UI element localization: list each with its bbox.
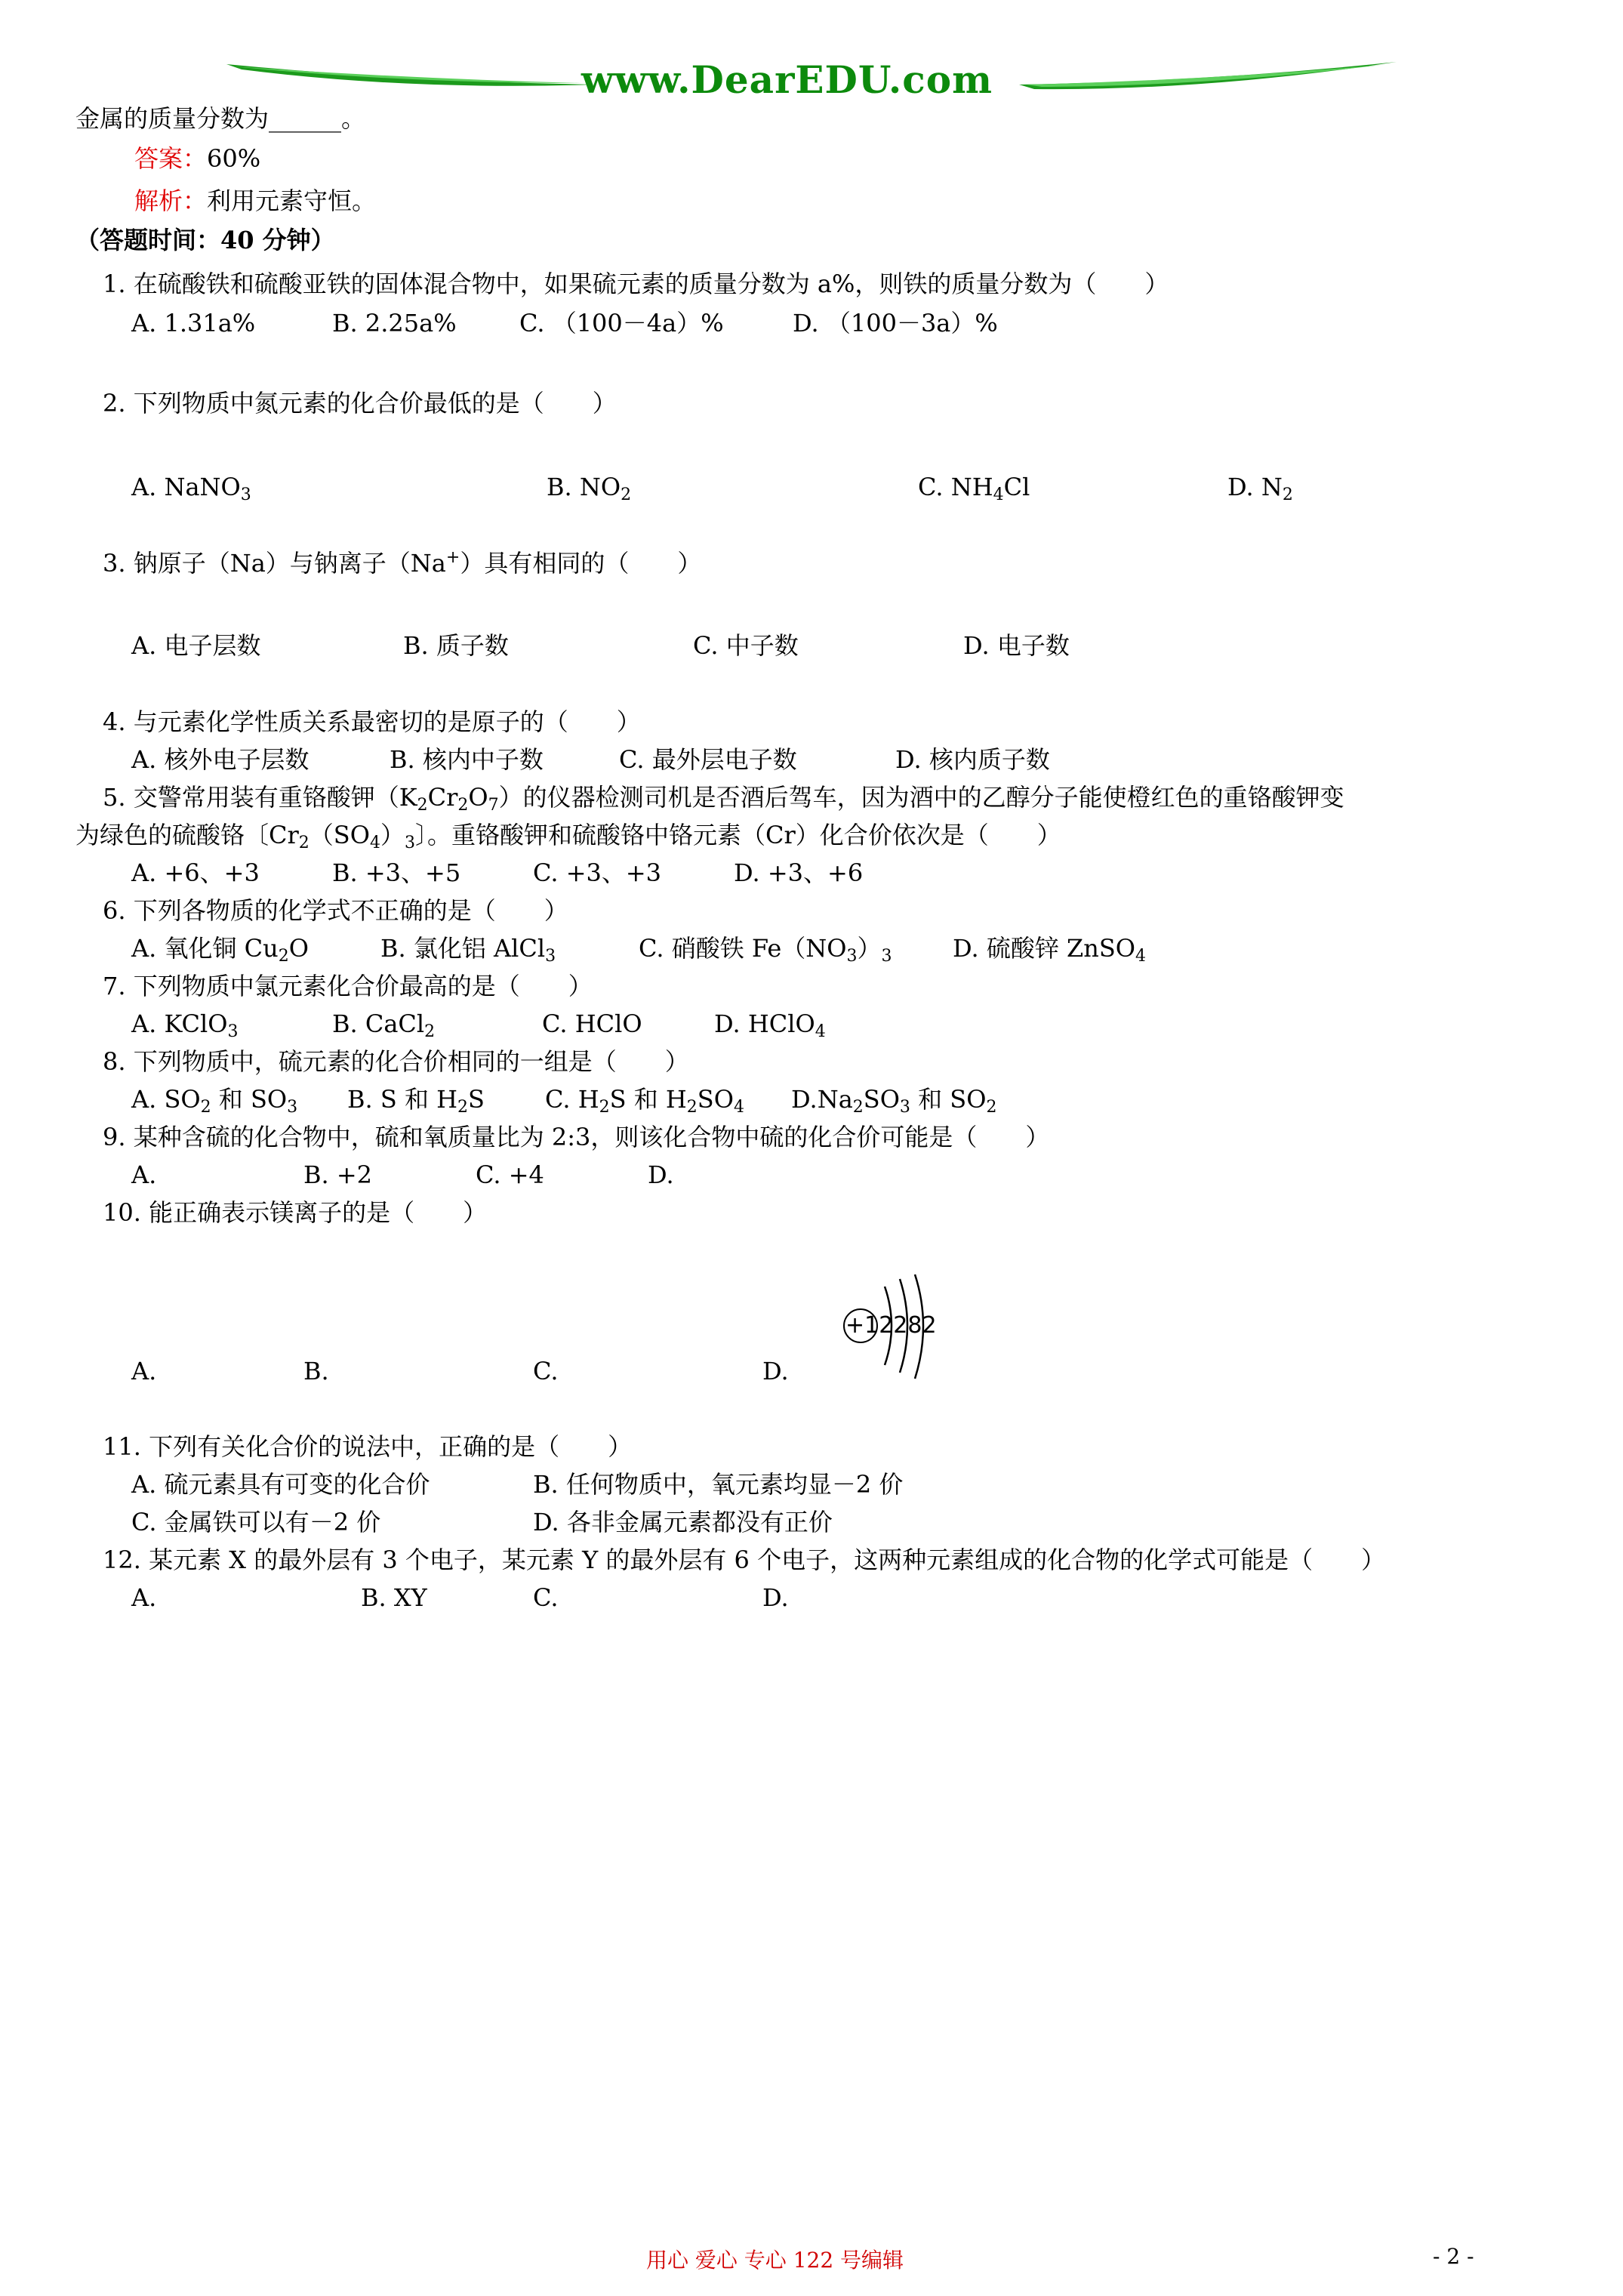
q2-option-b: B. $NO_2$: [547, 473, 632, 504]
q7-option-d: D. HClO$_4$: [714, 1009, 826, 1041]
analysis-label: 解析：: [134, 186, 208, 215]
q11-option-c: C. 金属铁可以有－2 价: [131, 1508, 381, 1536]
q3-option-d: D. 电子数: [963, 631, 1070, 660]
q3-stem: 3. 钠原子（Na）与钠离子（Na+）具有相同的（ ）: [103, 548, 702, 578]
q9-option-d: D.: [648, 1160, 674, 1189]
q6-option-b: B. 氯化铝 AlCl$_3$: [380, 934, 556, 966]
q1-option-b: B. 2.25a%: [332, 309, 457, 337]
q3-option-c: C. 中子数: [693, 631, 799, 660]
q5-stem-line2: 为绿色的硫酸铬〔$Cr_2(SO_4)_3$〕。重铬酸钾和硫酸铬中铬元素（Cr）化合价依次是（ ）: [75, 821, 1061, 852]
q9-option-a: A.: [131, 1160, 157, 1189]
q9-stem: 9. 某种含硫的化合物中，硫和氧质量比为 2:3，则该化合物中硫的化合价可能是（ ）: [103, 1123, 1050, 1151]
q2-stem: 2. 下列物质中氮元素的化合价最低的是（ ）: [103, 389, 617, 418]
q11-option-a: A. 硫元素具有可变的化合价: [131, 1470, 430, 1499]
header-banner: [219, 53, 1404, 106]
q12-option-b: B. XY: [361, 1583, 427, 1612]
time-note: （答题时间：40 分钟）: [75, 226, 335, 254]
q8-option-d: $D.Na_2SO_3$ 和 $SO_2$: [791, 1085, 997, 1117]
q3-option-a: A. 电子层数: [131, 631, 261, 660]
q4-option-c: C. 最外层电子数: [619, 745, 797, 774]
q7-option-c: C. HClO: [542, 1009, 642, 1038]
q11-option-d: D. 各非金属元素都没有正价: [533, 1508, 833, 1536]
q10-option-a: A.: [131, 1357, 157, 1385]
q2-option-d: D. $N_2$: [1227, 473, 1293, 504]
q3-option-b: B. 质子数: [403, 631, 509, 660]
q5-option-c: C. +3、+3: [533, 858, 662, 887]
site-logo-text: www.DearEDU.com: [581, 57, 993, 102]
q5-option-d: D. +3、+6: [734, 858, 864, 887]
q12-option-c: C.: [533, 1583, 559, 1612]
q7-option-b: B. CaCl$_2$: [332, 1009, 436, 1041]
q6-stem: 6. 下列各物质的化学式不正确的是（ ）: [103, 896, 568, 925]
q1-stem: 1. 在硫酸铁和硫酸亚铁的固体混合物中，如果硫元素的质量分数为 a%，则铁的质量分数为（ ）: [103, 270, 1169, 298]
q1-option-c: C. （100－4a）%: [519, 309, 724, 337]
q1-option-a: A. 1.31a%: [131, 309, 256, 337]
q4-option-a: A. 核外电子层数: [131, 745, 310, 774]
prev-question-tail: 金属的质量分数为______。: [75, 104, 366, 133]
q4-stem: 4. 与元素化学性质关系最密切的是原子的（ ）: [103, 707, 641, 736]
q8-option-b: B. S 和 $H_2S$: [347, 1085, 485, 1117]
q5-option-a: A. +6、+3: [131, 858, 260, 887]
answer-value: 60%: [207, 144, 261, 173]
footer-center-text: 用心 爱心 专心 122 号编辑: [646, 2248, 904, 2273]
analysis-line: [134, 186, 376, 216]
q10-option-c: C.: [533, 1357, 559, 1385]
page-number: - 2 -: [1433, 2244, 1474, 2269]
q12-stem: 12. 某元素 X 的最外层有 3 个电子，某元素 Y 的最外层有 6 个电子，这两种元素组成的化合物的化学式可能是（ ）: [103, 1546, 1386, 1574]
q10-option-b: B.: [303, 1357, 329, 1385]
analysis-value: 利用元素守恒。: [207, 186, 377, 215]
q12-option-d: D.: [762, 1583, 789, 1612]
ion-structure-diagram: [838, 1259, 936, 1395]
q6-option-c: C. 硝酸铁 $Fe(NO_3)_3$: [639, 934, 892, 966]
q2-option-c: C. $NH_4Cl$: [918, 473, 1030, 504]
q4-option-b: B. 核内中子数: [390, 745, 544, 774]
header-swoosh-right: [1019, 53, 1404, 106]
q2-option-a: A. NaNO$_3$: [131, 473, 251, 504]
q5-option-b: B. +3、+5: [332, 858, 461, 887]
q1-option-d: D. （100－3a）%: [793, 309, 998, 337]
q12-option-a: A.: [131, 1583, 157, 1612]
q9-option-c: C. +4: [476, 1160, 544, 1189]
answer-line: [134, 143, 260, 174]
header-swoosh-left: [219, 53, 611, 106]
q6-option-d: D. 硫酸锌 ZnSO$_4$: [953, 934, 1147, 966]
q7-stem: 7. 下列物质中氯元素化合价最高的是（ ）: [103, 972, 593, 1000]
q6-option-a: A. 氧化铜 $Cu_2O$: [131, 934, 309, 966]
q4-option-d: D. 核内质子数: [895, 745, 1050, 774]
q10-stem: 10. 能正确表示镁离子的是（ ）: [103, 1198, 488, 1227]
q9-option-b: B. +2: [303, 1160, 373, 1189]
ion-diagram-label: +12282: [845, 1312, 937, 1339]
q8-option-a: A. $SO_2$ 和 $SO_3$: [131, 1085, 298, 1117]
q11-option-b: B. 任何物质中，氧元素均显－2 价: [533, 1470, 904, 1499]
q5-stem-line1: 5. 交警常用装有重铬酸钾$(K_2Cr_2O_7)$的仪器检测司机是否酒后驾车，因为酒中的乙醇分子能使橙红色的重铬酸钾变: [103, 783, 1344, 815]
answer-label: 答案：: [134, 144, 208, 173]
q8-stem: 8. 下列物质中，硫元素的化合价相同的一组是（ ）: [103, 1047, 689, 1076]
q7-option-a: A. KClO$_3$: [131, 1009, 239, 1041]
q11-stem: 11. 下列有关化合价的说法中，正确的是（ ）: [103, 1432, 633, 1461]
q8-option-c: C. $H_2S$ 和 $H_2SO_4$: [545, 1085, 744, 1117]
q10-option-d: D.: [762, 1357, 789, 1385]
